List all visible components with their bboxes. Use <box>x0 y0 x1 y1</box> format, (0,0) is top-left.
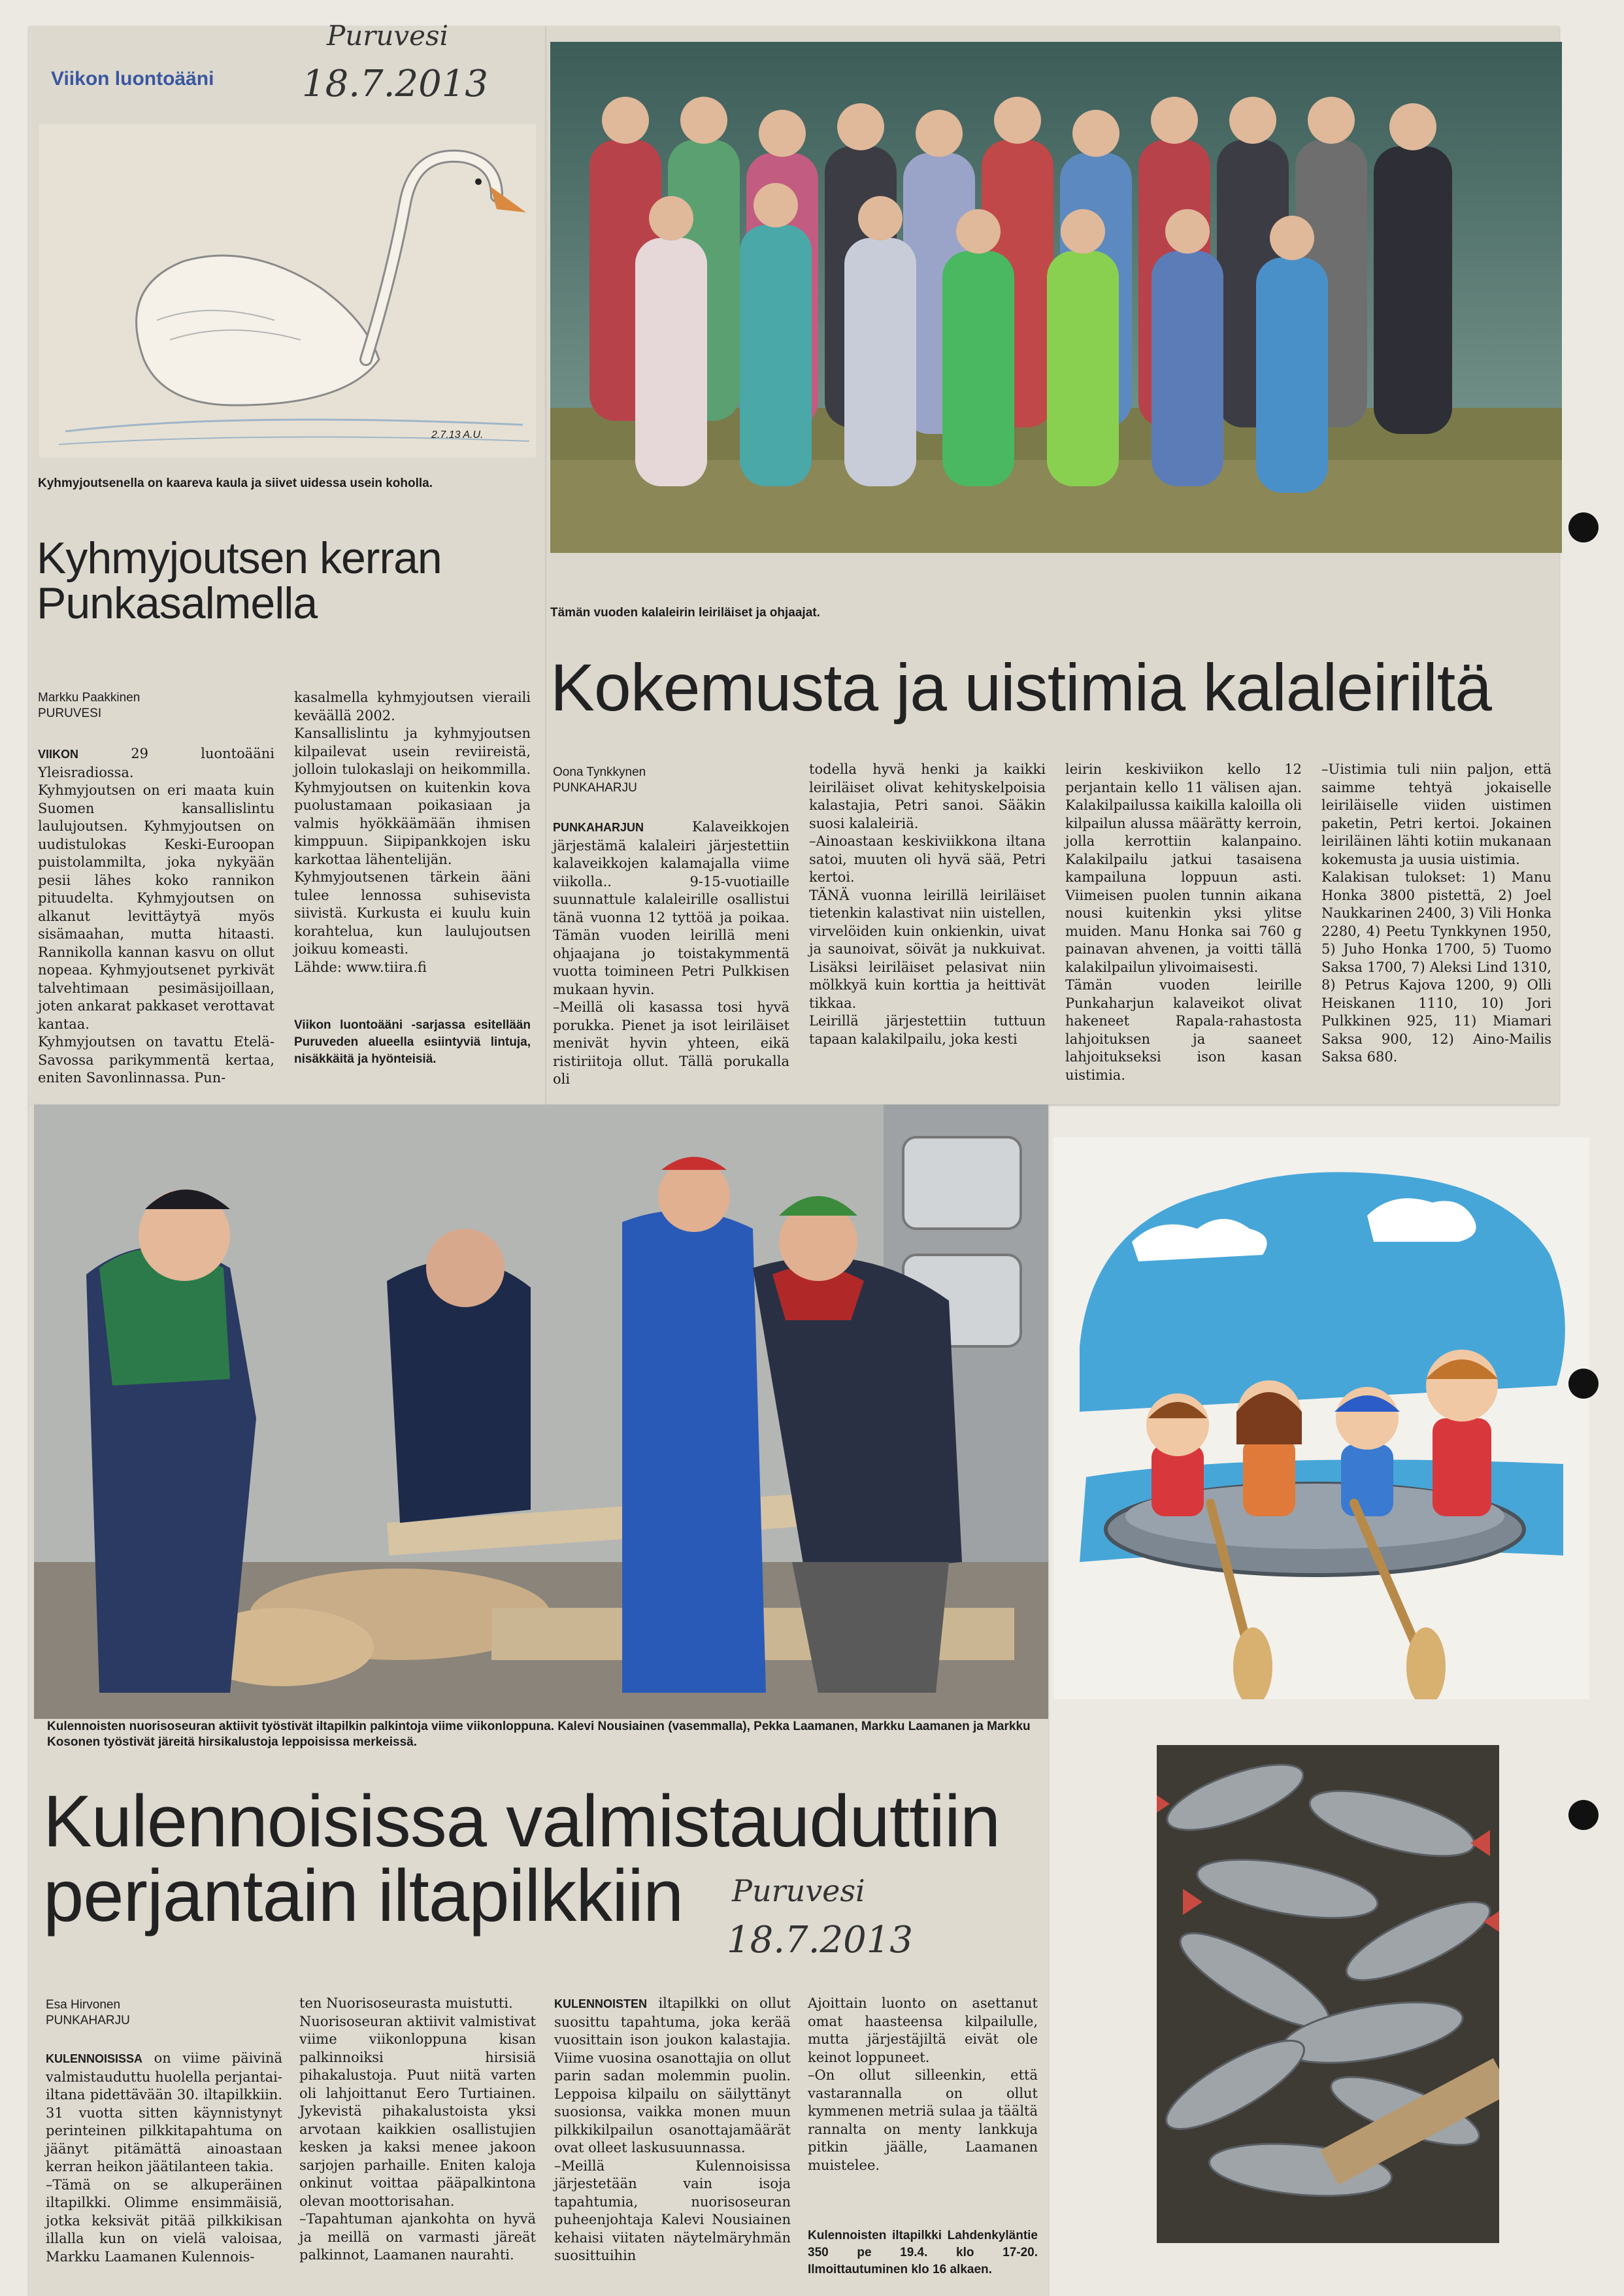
ice-fishing-col-2 <box>299 1995 536 2265</box>
swan-col-1 <box>38 745 274 1088</box>
ice-fishing-lead-word: KULENNOISISSA <box>46 2052 143 2065</box>
group-photo <box>550 42 1562 553</box>
fishing-camp-col-1-text: Kalaveikkojen järjestämä kalaleiri järjestettiin kalaveikkojen kalamajalla viime viikolla.. 9-15-vuotiaille suunnattule kalaleirille osallistui tänä vuonna 12 tyttöä ja poikaa. Tämän vuoden leirillä meni ohjaajana jo toistakymmentä vuotta toimineen Petri Pulkkisen mukaan hyvin. –Meillä oli kasassa tosi hyvä porukka. Pienet ja isot leiriläiset menivät hyvin yhteen, eikä ristiriitoja ollut. Tällä porukalla oli <box>553 819 789 1087</box>
group-photo-caption: Tämän vuoden kalaleirin leiriläiset ja ohjaajat. <box>550 606 820 620</box>
ice-fishing-info-box: Kulennoisten iltapilkki Lahdenkyläntie 350 pe 19.4. klo 17-20. Ilmoittautuminen klo 16 alkaen. <box>808 2229 1038 2276</box>
ice-fishing-col-3-text: iltapilkki on ollut suosittu tapahtuma, joka kerää vuosittain ison joukon kalastajia. Viime vuosina osanottajia on ollut parin sadan molemmin puolin. Leppoisa kilpailu on säilyttänyt suosionsa, vaikka monen muun pilkkikilpailun osanottajamäärät ovat olleet laskusuunnassa. –Meillä Kulennoisissa järjestetään vain isoja tapahtumia, nuorisoseuran puheenjohtaja Kalevi Nousiainen kehaisi viitaten näytelmäryhmän suosittuihin <box>554 1995 791 2263</box>
binder-hole <box>1568 1800 1599 1830</box>
drawing-signature: 2.7.13 A.U. <box>431 429 484 441</box>
swan-col-2 <box>294 689 531 976</box>
swan-caption: Kyhmyjoutsenella on kaareva kaula ja siivet uidessa usein koholla. <box>38 476 433 490</box>
handwritten-date-top: 18.7.2013 <box>302 63 489 105</box>
fishing-camp-col-2-text: todella hyvä henki ja kaikki leiriläiset olivat kehityskelpoisia kalastajia, Petri sanoi. Sääkin suosi kalaleiriä. –Ainoastaan keskiviikkona iltana satoi, muuten oli hyvä sää, Petri kertoi. TÄNÄ vuonna leirillä leiriläiset tietenkin kalastivat niin uistellen, virvelöiden kuin onkienkin, uivat ja saunoivat, söivät ja nukkuivat. Lisäksi leiriläiset pelasivat niin mölkkyä kuin korttia ja heittivät tikkaa. Leirillä järjestettiin tuttuun tapaan kalakilpailu, joka kesti <box>809 761 1046 1047</box>
swan-lead-word: VIIKON <box>38 748 79 761</box>
ice-fishing-headline: Kulennoisissa valmistauduttiin perjantain iltapilkkiin <box>43 1780 1001 1937</box>
handwritten-source-top: Puruvesi <box>327 20 449 52</box>
ice-fishing-col-4 <box>808 1995 1038 2174</box>
fishing-camp-col-3-text: leirin keskiviikon kello 12 perjantain kello 11 välisen ajan. Kalakilpailussa kaikilla kaloilla oli kilpailun alussa määrätty kerroin, jolla kerrottiin kalanpaino. Kalakilpailu jatkui tasaisena kampailuna loppuun asti. Viimeisen puolen tunnin aikana nousi kuitenkin yksi ylitse muiden. Manu Honka sai 760 g painavan ahvenen, ja voitti tällä kalakilpailun ylivoimaisesti. Tämän vuoden leirille Punkaharjun kalaveikot olivat hakeneet Rapala-rahastosta lahjoituksen ja saaneet lahjoitukseksi ison kasan uistimia. <box>1065 761 1302 1083</box>
swan-author: Markku Paakkinen <box>38 691 141 705</box>
swan-col-2-text: kasalmella kyhmyjoutsen vieraili keväällä 2002. Kansallislintu ja kyhmyjoutsen kilpailevat usein reviireistä, jolloin tulokaslaji on heikommilla. Kyhmyjoutsen on kuitenkin kova puolustamaan poikasiaan ja valmis hyökkäämään ihmisen kimppuun. Siipipankkojen isku karkottaa lähentelijän. Kyhmyjoutsenen tärkein ääni tulee lennossa suhisevista siivistä. Kurkusta ei kuulu kuin korahtelua, kun laulujoutsen joikuu komeasti. Lähde: www.tiira.fi <box>294 690 531 975</box>
fishing-camp-col-3 <box>1065 761 1302 1084</box>
fish-photo <box>1157 1745 1499 2243</box>
binder-hole <box>1568 1369 1599 1399</box>
fishing-camp-headline: Kokemusta ja uistimia kalaleiriltä <box>550 650 1491 725</box>
ice-fishing-col-2-text: ten Nuorisoseurasta muistutti. Nuorisoseuran aktiivit valmistivat viime viikonloppuna kisan palkinnoiksi hirsisiä pihakalustoja. Puut niitä varten oli lahjoittanut Eero Turtiainen. Jykevistä pihakalustoista yksi arvotaan kaikkien osallistujien kesken ja kaksi menee jakoon sarjojen parhaille. Eniten kaloja onkinut voittaa pääpalkintona olevan moottorisahan. –Tapahtuman ajankohta on hyvä ja meillä on varmasti järeät palkinnot, Laamanen naurahti. <box>299 1995 536 2263</box>
handwritten-source-bottom: Puruvesi <box>732 1873 865 1908</box>
workshop-caption: Kulennoisten nuorisoseuran aktiivit työstivät iltapilkin palkintoja viime viikonloppuna. Kalevi Nousiainen (vasemmalla), Pekka Laamanen, Markku Laamanen ja Markku Kosonen työstivät järeitä hirsikalustoja leppoisissa merkeissä. <box>47 1720 1031 1749</box>
fishing-camp-author: Oona Tynkkynen <box>553 765 646 779</box>
fishing-camp-col-1 <box>553 818 789 1089</box>
ice-fishing-col-4-text: Ajoittain luonto on asettanut omat haasteensa kilpailulle, mutta järjestäjiltä eivät ole keinot loppuneet. –On ollut silleenkin, että vastarannalla on ollut kymmenen metriä sulaa ja täältä rannalta on menty lankkuja pitkin jäälle, Laamanen muistelee. <box>808 1995 1038 2173</box>
swan-headline: Kyhmyjoutsen kerran Punkasalmella <box>37 533 442 629</box>
swan-drawing <box>39 124 536 458</box>
swan-byline <box>38 690 140 722</box>
binder-hole <box>1568 512 1599 542</box>
fishing-camp-col-4 <box>1321 761 1551 1067</box>
swan-col-1-text: 29 luontoääni Yleisradiossa. Kyhmyjoutsen on eri maata kuin Suomen kansallislintu laulujoutsen. Kyhmyjoutsen on uudistulokas Keski-Euroopan puistolammilta, joka nykyään pesii lähes koko rannikon pituudelta. Kyhmyjoutsen on alkanut levittäytyä myös sisämaahan, mutta hitaasti. Rannikolla kannan kasvu on ollut nopeaa. Kyhmyjoutsenet pyrkivät talvehtimaan pesimäsijoillaan, joten ankarat pakkaset verottavat kantaa. Kyhmyjoutsen on tavattu Etelä-Savossa parikymmentä kertaa, eniten Savonlinnassa. Pun- <box>38 746 274 1086</box>
ice-fishing-author: Esa Hirvonen <box>46 1998 121 2012</box>
fishing-camp-byline <box>553 765 646 796</box>
handwritten-date-bottom: 18.7.2013 <box>727 1919 914 1961</box>
swan-source: PURUVESI <box>38 707 102 720</box>
ice-fishing-col-3 <box>554 1995 791 2265</box>
raft-illustration <box>1053 1137 1589 1699</box>
section-tag: Viikon luontoääni <box>51 68 214 90</box>
ice-fishing-byline <box>46 1997 130 2029</box>
fishing-camp-col-2 <box>809 761 1046 1048</box>
fishing-camp-lead-word: PUNKAHARJUN <box>553 821 644 834</box>
ice-fishing-col-1 <box>46 2050 282 2266</box>
ice-fishing-lead-word-2: KULENNOISTEN <box>554 1997 648 2010</box>
ice-fishing-source: PUNKAHARJU <box>46 2014 130 2027</box>
fishing-camp-source: PUNKAHARJU <box>553 781 637 795</box>
swan-footnote: Viikon luontoääni -sarjassa esitellään Puruveden alueella esiintyviä lintuja, nisäkkäitä ja hyönteisiä. <box>294 1018 531 1066</box>
ice-fishing-col-1-text: on viime päivinä valmistauduttu huolella perjantai-iltana pidettävään 30. iltapilkkiin. 31 vuotta sitten käynnistynyt perinteinen pilkkitapahtuma on jäänyt pitämättä ainoastaan kerran heikon jäätilanteen takia. –Tämä on se alkuperäinen iltapilkki. Olimme ensimmäisiä, jotka keksivät pitää pilkkikisan illalla kun on vielä valoisaa, Markku Laamanen Kulennois- <box>46 2050 282 2265</box>
fishing-camp-col-4-text: –Uistimia tuli niin paljon, että saimme tehtyä jokaiselle leiriläiselle viiden uistimen paketin, Petri kertoi. Jokainen leiriläinen lähti kotiin mukanaan kokemusta ja uusia uistimia. Kalakisan tulokset: 1) Manu Honka 3800 pistettä, 2) Joel Naukkarinen 2400, 3) Vili Honka 2280, 4) Peetu Tynkkynen 1950, 5) Juho Honka 1700, 5) Tuomo Saksa 1700, 7) Aleksi Lind 1310, 8) Petrus Kajova 1200, 9) Olli Heiskanen 1110, 10) Jori Pulkkinen 925, 11) Miamari Saksa 900, 12) Aino-Mailis Saksa 680. <box>1321 761 1551 1065</box>
workshop-photo <box>34 1105 1048 1719</box>
